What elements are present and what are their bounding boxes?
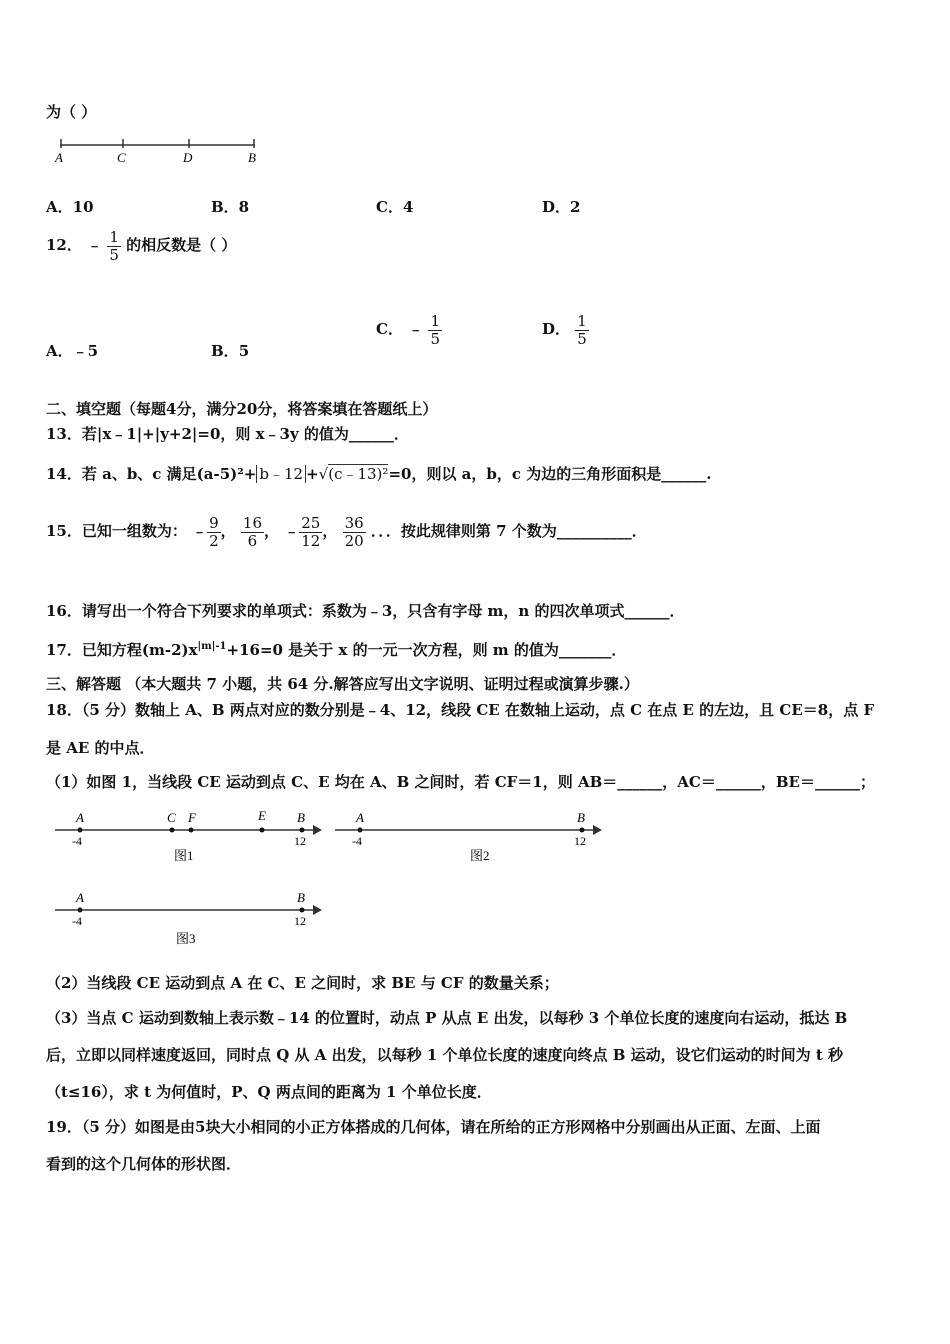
q12-option-c-fraction: $\frac{1}{5}$: [430, 312, 440, 348]
q17: 17．已知方程$(m-2)x^{|m|-1}+16=0$ 是关于 x 的一元一次方程，则 m 的值为_______．: [46, 641, 627, 659]
q16: 16．请写出一个符合下列要求的单项式：系数为﹣3，只含有字母 m，n 的四次单项式______．: [46, 602, 685, 620]
q12-option-b[interactable]: B．5: [211, 342, 250, 360]
q13: 13．若|x﹣1|+|y+2|=0，则 x﹣3y 的值为______．: [46, 425, 409, 443]
q18-line1: 18．（5 分）数轴上 A、B 两点对应的数分别是﹣4、12，线段 CE 在数轴上运动，点 C 在点 E 的左边，且 CE＝8，点 F: [46, 701, 875, 719]
svg-text:12: 12: [574, 834, 586, 848]
svg-text:-4: -4: [72, 834, 82, 848]
q12-sign: ﹣: [87, 236, 103, 254]
fig1-caption: 图1: [174, 848, 194, 863]
q17-exponent: |m|-1: [197, 641, 227, 652]
q12-frac-num: 1: [109, 228, 119, 246]
fig1-point-a: [78, 828, 83, 833]
fig3-point-a: [78, 908, 83, 913]
fig2-point-a: [358, 828, 363, 833]
q11-option-a[interactable]: A．10: [46, 198, 94, 216]
q12-tail: 的相反数是（ ）: [126, 236, 237, 254]
fig2-point-b: [580, 828, 585, 833]
q19-line1: 19．（5 分）如图是由5块大小相同的小正方体搭成的几何体，请在所给的正方形网格中分别画出从正面、左面、上面: [46, 1118, 821, 1136]
q14-abs: b﹣12: [256, 465, 306, 483]
q12-option-a[interactable]: A．﹣5: [46, 342, 99, 360]
q18-part3-line3: （t≤16），求 t 为何值时，P、Q 两点间的距离为 1 个单位长度．: [46, 1083, 492, 1101]
q14-sqrt-symbol: √: [318, 465, 329, 483]
q14: [46, 463, 711, 484]
svg-text:12: 12: [294, 914, 306, 928]
svg-text:A: A: [76, 890, 84, 905]
q14-sqrt-expr: (c﹣13)²: [328, 465, 389, 483]
svg-text:F: F: [188, 810, 196, 825]
q11-stem-tail: 为（ ）: [46, 103, 97, 121]
q15-term-4: $\frac{36}{20}$: [344, 514, 364, 550]
svg-text:B: B: [297, 810, 305, 825]
q18-part3-line1: （3）当点 C 运动到数轴上表示数﹣14 的位置时，动点 P 从点 E 出发，以每秒 3 个单位长度的速度向右运动，抵达 B: [46, 1009, 848, 1027]
svg-text:C: C: [167, 810, 176, 825]
svg-text:E: E: [258, 808, 266, 823]
fig1-point-b: [300, 828, 305, 833]
q11-segment-figure: [50, 130, 270, 170]
svg-text:B: B: [577, 810, 585, 825]
q12-number: 12．: [46, 236, 82, 254]
svg-text:B: B: [297, 890, 305, 905]
q14-plus: +: [306, 465, 319, 483]
q15-suffix: ．．．按此规律则第 7 个数为__________．: [370, 522, 647, 540]
q12-option-c[interactable]: C． ﹣ $\frac{1}{5}$: [376, 312, 440, 348]
section3-heading: 三、解答题 （本大题共 7 小题，共 64 分.解答应写出文字说明、证明过程或演算步骤.）: [46, 675, 639, 693]
label-d: D: [183, 150, 193, 165]
q12-stem: [46, 229, 236, 263]
fig1-point-c: [170, 828, 175, 833]
fig1-point-f: [189, 828, 194, 833]
q18-figure-2: [330, 805, 610, 865]
q12-option-d-fraction: $\frac{1}{5}$: [577, 312, 587, 348]
q19-line2: 看到的这个几何体的形状图．: [46, 1155, 242, 1173]
fig1-point-e: [260, 828, 265, 833]
svg-text:12: 12: [294, 834, 306, 848]
fig3-caption: 图3: [176, 931, 196, 946]
q12-frac-den: 5: [109, 245, 119, 264]
fig3-point-b: [300, 908, 305, 913]
q18-figure-3: [50, 885, 335, 950]
q18-part1: （1）如图 1，当线段 CE 运动到点 C、E 均在 A、B 之间时，若 CF＝1，则 AB＝______，AC＝______，BE＝______；: [46, 773, 875, 791]
q15-term-1: $\frac{9}{2}$: [209, 514, 219, 550]
label-b: B: [248, 150, 256, 165]
label-a: A: [55, 150, 63, 165]
q18-line2: 是 AE 的中点．: [46, 739, 155, 757]
q18-part3-line2: 后，立即以同样速度返回，同时点 Q 从 A 出发，以每秒 1 个单位长度的速度向终点 B 运动，设它们运动的时间为 t 秒: [46, 1046, 843, 1064]
q12-option-d[interactable]: D． $\frac{1}{5}$: [542, 312, 587, 348]
q14-prefix: 14．若 a、b、c 满足(a-5)²+: [46, 465, 257, 483]
fig2-caption: 图2: [470, 848, 490, 863]
q11-option-b[interactable]: B．8: [211, 198, 250, 216]
q15-prefix: 15．已知一组数为：: [46, 522, 187, 540]
q15: 15．已知一组数为： ﹣ $\frac{9}{2}$ ， $\frac{16}{6}$ ， ﹣ $\frac{25}{12}$ ， $\frac{36}{20}$ ．．．按此规律则第 7 个数为__________．: [46, 514, 647, 550]
q18-figure-1: [50, 805, 335, 865]
label-c: C: [117, 150, 126, 165]
q12-fraction: [107, 229, 121, 263]
q15-term-2: $\frac{16}{6}$: [242, 514, 262, 550]
q18-part2: （2）当线段 CE 运动到点 A 在 C、E 之间时，求 BE 与 CF 的数量关系；: [46, 974, 559, 992]
q11-option-c[interactable]: C．4: [376, 198, 414, 216]
q15-term-3: $\frac{25}{12}$: [301, 514, 321, 550]
svg-text:A: A: [76, 810, 84, 825]
svg-text:-4: -4: [352, 834, 362, 848]
q11-option-d[interactable]: D．2: [542, 198, 581, 216]
q14-suffix: =0，则以 a，b，c 为边的三角形面积是______.: [388, 465, 712, 483]
svg-text:-4: -4: [72, 914, 82, 928]
svg-text:A: A: [356, 810, 364, 825]
section2-heading: 二、填空题（每题4分，满分20分，将答案填在答题纸上）: [46, 400, 438, 418]
